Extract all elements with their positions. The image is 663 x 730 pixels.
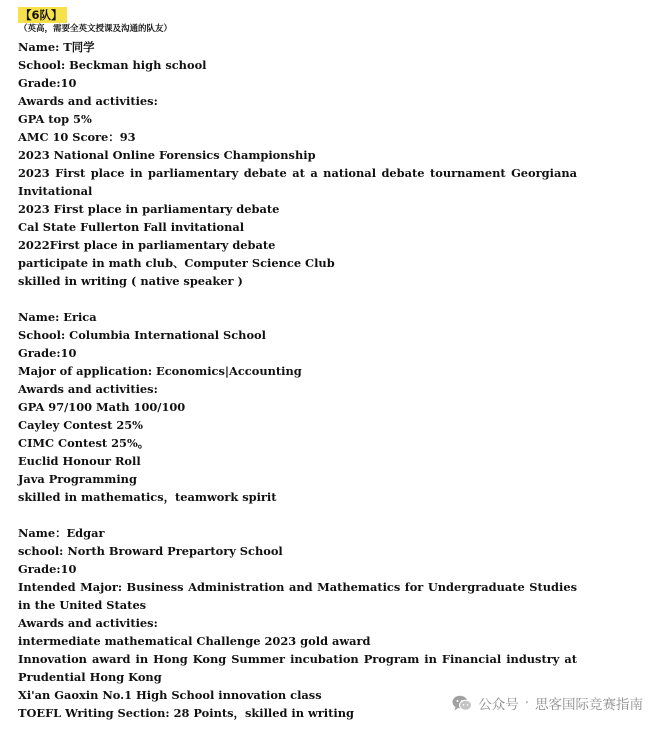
- award-item: Cayley Contest 25%: [18, 418, 143, 432]
- skill-item: skilled in mathematics，teamwork spirit: [18, 490, 277, 504]
- award-item: AMC 10 Score：93: [18, 130, 136, 144]
- student-major: Major of application: Economics|Accounting: [18, 364, 302, 378]
- student-grade: Grade:10: [18, 346, 77, 360]
- award-item: 2022First place in parliamentary debate: [18, 238, 276, 252]
- award-item: Java Programming: [18, 472, 137, 486]
- student-school: School: Columbia International School: [18, 328, 266, 342]
- skill-item: TOEFL Writing Section: 28 Points，skilled in writing: [18, 706, 354, 720]
- spacer: [18, 506, 578, 524]
- award-item: Cal State Fullerton Fall invitational: [18, 220, 245, 234]
- award-item: 2023 First place in parliamentary debate at a national debate tournament Georgiana Invitational: [18, 166, 577, 198]
- student-major: Intended Major: Business Administration and Mathematics for Undergraduate Studies in the United States: [18, 580, 577, 612]
- student-name: Name: T同学: [18, 40, 95, 54]
- award-item: participate in math club、Computer Science Club: [18, 256, 335, 270]
- document-body: [18, 38, 578, 722]
- awards-heading: Awards and activities:: [18, 94, 158, 108]
- student-profile-t: [18, 38, 578, 290]
- award-item: 2023 National Online Forensics Championship: [18, 148, 316, 162]
- watermark-label: 公众号: [478, 697, 519, 713]
- award-item: GPA 97/100 Math 100/100: [18, 400, 186, 414]
- team-header: 【6队】: [18, 7, 67, 23]
- skill-item: skilled in writing ( native speaker ): [18, 274, 243, 288]
- award-item: Euclid Honour Roll: [18, 454, 141, 468]
- award-item: intermediate mathematical Challenge 2023 gold award: [18, 634, 371, 648]
- team-note: （英高，需要全英文授课及沟通的队友）: [19, 24, 173, 34]
- awards-heading: Awards and activities:: [18, 616, 158, 630]
- award-item: CIMC Contest 25%。: [18, 436, 150, 450]
- awards-heading: Awards and activities:: [18, 382, 158, 396]
- spacer: [18, 290, 578, 308]
- award-item: Innovation award in Hong Kong Summer incubation Program in Financial industry at Prudential Hong Kong: [18, 652, 577, 684]
- student-name: Name: Erica: [18, 310, 97, 324]
- watermark-separator: ·: [524, 695, 529, 711]
- wechat-icon: [452, 695, 472, 712]
- award-item: GPA top 5%: [18, 112, 92, 126]
- award-item: Xi'an Gaoxin No.1 High School innovation class: [18, 688, 322, 702]
- student-name: Name：Edgar: [18, 526, 105, 540]
- student-school: School: Beckman high school: [18, 58, 207, 72]
- student-profile-erica: [18, 308, 578, 506]
- student-grade: Grade:10: [18, 562, 77, 576]
- award-item: 2023 First place in parliamentary debate: [18, 202, 280, 216]
- watermark-account: 思客国际竞赛指南: [535, 697, 643, 713]
- student-school: school: North Broward Prepartory School: [18, 544, 283, 558]
- wechat-watermark: [452, 692, 643, 714]
- student-grade: Grade:10: [18, 76, 77, 90]
